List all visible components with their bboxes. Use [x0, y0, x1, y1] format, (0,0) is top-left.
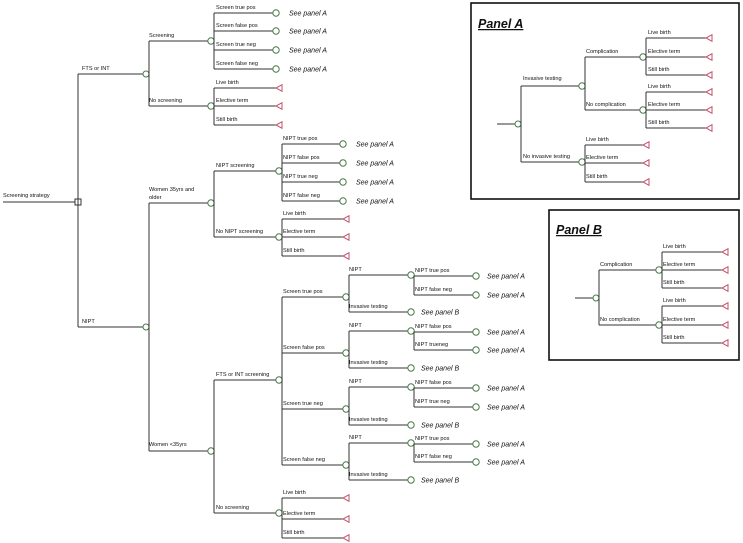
terminal-node-icon: [706, 125, 712, 132]
chance-node-icon: [640, 107, 646, 113]
terminal-node-icon: [722, 322, 728, 329]
terminal-node-icon: [343, 234, 349, 241]
chance-node-icon: [340, 198, 346, 204]
invasive-testing-label: Invasive testing: [349, 472, 388, 478]
nipt-label: NIPT: [349, 379, 362, 385]
outcome-label: Still birth: [648, 120, 670, 126]
terminal-node-icon: [706, 107, 712, 114]
complication-label: Complication: [586, 49, 619, 55]
see-panel-a-ref: See panel A: [289, 47, 327, 55]
fts-int-screening-label: FTS or INT screening: [216, 372, 270, 378]
chance-node-icon: [408, 272, 414, 278]
chance-node-icon: [473, 385, 479, 391]
outcome-label: Elective term: [283, 511, 316, 517]
nipt-label: NIPT: [349, 435, 362, 441]
chance-node-icon: [343, 462, 349, 468]
screening-branch-label: Screen true pos: [216, 5, 256, 11]
terminal-node-icon: [706, 54, 712, 61]
chance-node-icon: [408, 440, 414, 446]
nipt-result-label: NIPT false pos: [415, 380, 452, 386]
women-under-35-label: Women <35yrs: [149, 442, 187, 448]
chance-node-icon: [273, 47, 279, 53]
screening-label: Screening: [149, 33, 175, 39]
terminal-node-icon: [343, 535, 349, 542]
invasive-testing-label: Invasive testing: [349, 304, 388, 310]
no-complication-label: No complication: [586, 102, 626, 108]
root-label: Screening strategy: [3, 193, 50, 199]
chance-node-icon: [408, 384, 414, 390]
nipt-label: NIPT: [349, 267, 362, 273]
see-panel-a-ref: See panel A: [356, 179, 394, 187]
terminal-node-icon: [343, 253, 349, 260]
panel-a-title: Panel A: [478, 17, 524, 31]
terminal-node-icon: [276, 103, 282, 110]
screening-branch-label: Screen false neg: [216, 61, 258, 67]
chance-node-icon: [408, 422, 414, 428]
chance-node-icon: [343, 406, 349, 412]
no-nipt-screening-label: No NIPT screening: [216, 229, 264, 235]
chance-node-icon: [208, 448, 214, 454]
chance-node-icon: [208, 38, 214, 44]
invasive-testing-label: Invasive testing: [349, 360, 388, 366]
nipt-result-label: NIPT true pos: [415, 268, 450, 274]
terminal-node-icon: [276, 85, 282, 92]
invasive-testing-label: Invasive testing: [523, 76, 562, 82]
see-panel-b-ref: See panel B: [421, 365, 460, 373]
chance-node-icon: [343, 350, 349, 356]
screen-result-label: Screen false neg: [283, 457, 325, 463]
outcome-label: Still birth: [586, 174, 608, 180]
terminal-node-icon: [722, 267, 728, 274]
terminal-node-icon: [643, 179, 649, 186]
outcome-label: Elective term: [283, 229, 316, 235]
chance-node-icon: [408, 477, 414, 483]
chance-node-icon: [408, 309, 414, 315]
no-complication-label: No complication: [600, 317, 640, 323]
see-panel-a-ref: See panel A: [356, 198, 394, 206]
chance-node-icon: [593, 295, 599, 301]
nipt-result-label: NIPT trueneg: [415, 342, 449, 348]
screen-result-label: Screen true pos: [283, 289, 323, 295]
outcome-label: Elective term: [648, 49, 681, 55]
terminal-node-icon: [343, 216, 349, 223]
outcome-label: Elective term: [216, 98, 249, 104]
panel-a-box: [471, 3, 739, 199]
nipt-result-label: NIPT true neg: [415, 399, 450, 405]
see-panel-a-ref: See panel A: [487, 292, 525, 300]
terminal-node-icon: [706, 89, 712, 96]
chance-node-icon: [579, 159, 585, 165]
terminal-node-icon: [643, 160, 649, 167]
terminal-node-icon: [722, 285, 728, 292]
chance-node-icon: [340, 179, 346, 185]
outcome-label: Live birth: [586, 137, 609, 143]
nipt-result-label: NIPT false neg: [415, 287, 452, 293]
chance-node-icon: [656, 267, 662, 273]
women-35-label-cont: older: [149, 195, 162, 201]
see-panel-a-ref: See panel A: [487, 459, 525, 467]
see-panel-a-ref: See panel A: [487, 385, 525, 393]
terminal-node-icon: [706, 35, 712, 42]
outcome-label: Elective term: [586, 155, 619, 161]
see-panel-a-ref: See panel A: [487, 441, 525, 449]
see-panel-a-ref: See panel A: [487, 404, 525, 412]
screen-result-label: Screen true neg: [283, 401, 323, 407]
nipt-result-label: NIPT false pos: [415, 324, 452, 330]
complication-label: Complication: [600, 262, 633, 268]
see-panel-b-ref: See panel B: [421, 477, 460, 485]
outcome-label: Still birth: [663, 335, 685, 341]
screening-branch-label: Screen false pos: [216, 23, 258, 29]
outcome-label: Still birth: [648, 67, 670, 73]
nipt-result-label: NIPT true pos: [415, 436, 450, 442]
see-panel-a-ref: See panel A: [289, 10, 327, 18]
see-panel-a-ref: See panel A: [289, 28, 327, 36]
chance-node-icon: [208, 103, 214, 109]
nipt-result-label: NIPT false neg: [415, 454, 452, 460]
screen-result-label: Screen false pos: [283, 345, 325, 351]
nipt-screening-label: NIPT screening: [216, 163, 255, 169]
nipt-label: NIPT: [82, 319, 95, 325]
chance-node-icon: [276, 168, 282, 174]
chance-node-icon: [273, 28, 279, 34]
invasive-testing-label: Invasive testing: [349, 417, 388, 423]
see-panel-b-ref: See panel B: [421, 309, 460, 317]
outcome-label: Live birth: [663, 244, 686, 250]
chance-node-icon: [473, 273, 479, 279]
outcome-label: Still birth: [663, 280, 685, 286]
women-35-label: Women 35yrs and: [149, 187, 195, 193]
terminal-node-icon: [343, 516, 349, 523]
outcome-label: Live birth: [283, 490, 306, 496]
see-panel-a-ref: See panel A: [289, 66, 327, 74]
chance-node-icon: [656, 322, 662, 328]
see-panel-a-ref: See panel A: [487, 329, 525, 337]
terminal-node-icon: [276, 122, 282, 129]
outcome-label: Elective term: [663, 262, 696, 268]
no-screening-label: No screening: [149, 98, 182, 104]
no-screening-label: No screening: [216, 505, 249, 511]
outcome-label: Still birth: [216, 117, 238, 123]
nipt-branch-label: NIPT false pos: [283, 155, 320, 161]
outcome-label: Live birth: [648, 84, 671, 90]
terminal-node-icon: [722, 340, 728, 347]
chance-node-icon: [343, 294, 349, 300]
chance-node-icon: [143, 71, 149, 77]
screening-branch-label: Screen true neg: [216, 42, 256, 48]
chance-node-icon: [276, 510, 282, 516]
chance-node-icon: [273, 10, 279, 16]
chance-node-icon: [143, 324, 149, 330]
chance-node-icon: [515, 121, 521, 127]
chance-node-icon: [340, 160, 346, 166]
outcome-label: Still birth: [283, 248, 305, 254]
outcome-label: Live birth: [283, 211, 306, 217]
terminal-node-icon: [722, 249, 728, 256]
fts-int-label: FTS or INT: [82, 66, 110, 72]
outcome-label: Elective term: [663, 317, 696, 323]
chance-node-icon: [408, 365, 414, 371]
chance-node-icon: [473, 404, 479, 410]
terminal-node-icon: [343, 495, 349, 502]
outcome-label: Elective term: [648, 102, 681, 108]
terminal-node-icon: [643, 142, 649, 149]
chance-node-icon: [473, 459, 479, 465]
chance-node-icon: [340, 141, 346, 147]
no-invasive-testing-label: No invasive testing: [523, 154, 570, 160]
see-panel-a-ref: See panel A: [356, 160, 394, 168]
see-panel-b-ref: See panel B: [421, 422, 460, 430]
chance-node-icon: [408, 328, 414, 334]
nipt-branch-label: NIPT true neg: [283, 174, 318, 180]
terminal-node-icon: [706, 72, 712, 79]
see-panel-a-ref: See panel A: [487, 347, 525, 355]
outcome-label: Live birth: [663, 298, 686, 304]
chance-node-icon: [640, 54, 646, 60]
chance-node-icon: [579, 83, 585, 89]
outcome-label: Live birth: [648, 30, 671, 36]
nipt-label: NIPT: [349, 323, 362, 329]
panel-b-title: Panel B: [556, 223, 602, 237]
chance-node-icon: [276, 377, 282, 383]
chance-node-icon: [473, 329, 479, 335]
chance-node-icon: [473, 347, 479, 353]
see-panel-a-ref: See panel A: [356, 141, 394, 149]
terminal-node-icon: [722, 303, 728, 310]
nipt-branch-label: NIPT true pos: [283, 136, 318, 142]
chance-node-icon: [273, 66, 279, 72]
chance-node-icon: [208, 200, 214, 206]
outcome-label: Live birth: [216, 80, 239, 86]
chance-node-icon: [276, 234, 282, 240]
chance-node-icon: [473, 441, 479, 447]
see-panel-a-ref: See panel A: [487, 273, 525, 281]
chance-node-icon: [473, 292, 479, 298]
nipt-branch-label: NIPT false neg: [283, 193, 320, 199]
outcome-label: Still birth: [283, 530, 305, 536]
